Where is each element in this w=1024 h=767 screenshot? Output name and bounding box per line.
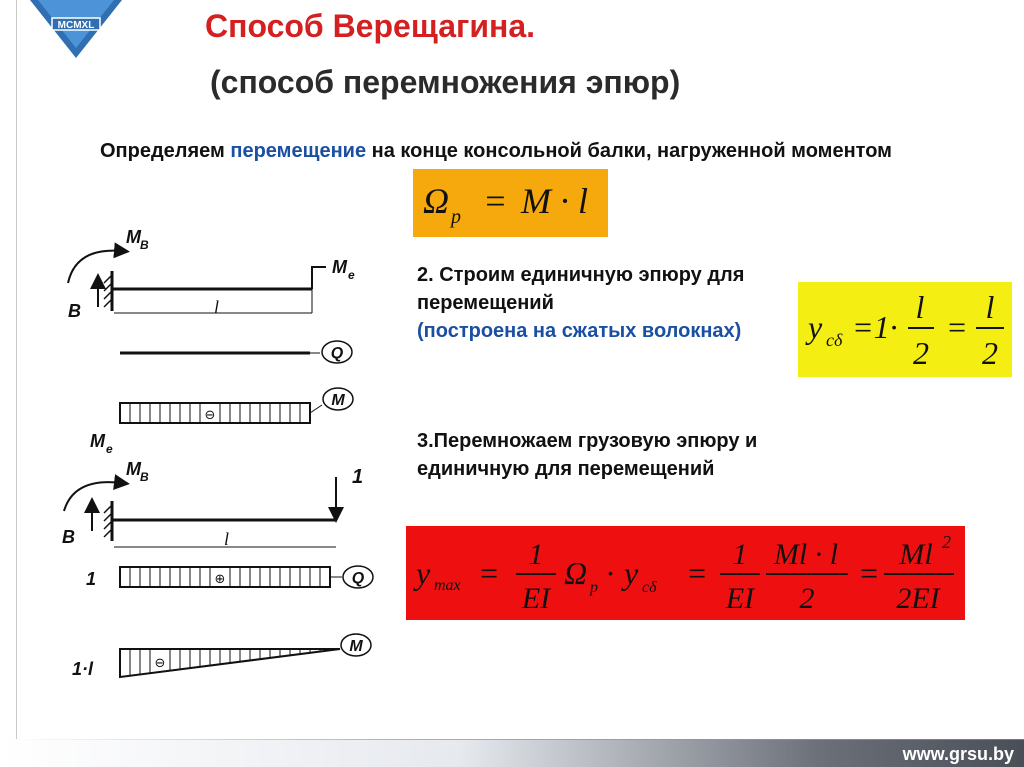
f1-omega: Ω	[423, 181, 450, 221]
f3-csub: cδ	[642, 579, 657, 596]
f2-two-den2: 2	[982, 335, 998, 371]
f3-EI-b: EI	[725, 582, 755, 615]
f2-eq: =	[946, 309, 968, 345]
label-q-bottom: Q	[351, 570, 365, 587]
intro-text	[100, 137, 1000, 165]
f3-Ml: Ml	[899, 538, 933, 571]
f3-one-a: 1	[528, 538, 544, 571]
label-l-top: l	[214, 297, 220, 317]
label-me-top: M	[332, 257, 347, 277]
f3-eq2: =	[686, 555, 708, 591]
label-mb-bottom-sub: B	[140, 470, 149, 484]
f2-y: y	[808, 309, 823, 345]
label-b-bottom: B	[62, 527, 75, 547]
f3-sq: 2	[942, 532, 951, 552]
label-unit-force: 1	[352, 466, 364, 488]
intro-after: на конце консольной балки, нагруженной моментом	[366, 140, 892, 162]
formula-ycd-box	[798, 282, 1012, 377]
f3-eq1: =	[478, 555, 500, 591]
label-l-bottom: l	[224, 529, 230, 549]
label-me-value-sub: e	[106, 442, 113, 456]
moment-arrow-icon	[68, 251, 122, 283]
f2-two-den: 2	[913, 335, 929, 371]
label-one-q: 1	[86, 569, 97, 589]
left-rule	[16, 0, 17, 740]
f3-y: y	[416, 555, 431, 591]
f3-EI-a: EI	[521, 582, 551, 615]
f3-eq3: =	[858, 555, 880, 591]
step-3: 3.Перемножаем грузовую эпюру и единичную для перемещений	[417, 430, 758, 480]
formula-ymax-box	[406, 526, 965, 620]
scheme-moment-load	[68, 227, 355, 456]
label-mb-top: M	[126, 227, 141, 247]
label-q-top: Q	[330, 345, 344, 362]
f3-twoEI: 2EI	[896, 582, 940, 615]
f3-sub: max	[434, 577, 461, 594]
footer-site-link[interactable]: www.grsu.by	[902, 744, 1014, 764]
step2-note: (построена на сжатых волокнах)	[417, 320, 742, 342]
m-minus-sign-2: ⊖	[154, 656, 166, 671]
f1-eq: =	[483, 181, 508, 221]
step-2	[417, 261, 797, 345]
f3-Mll: Ml · l	[773, 538, 839, 571]
university-logo	[28, 0, 124, 60]
f1-rhs: M · l	[521, 181, 588, 221]
m-minus-sign: ⊖	[204, 408, 216, 423]
footer-band	[0, 740, 1024, 767]
f3-psub: p	[590, 579, 598, 596]
intro-before: Определяем	[100, 140, 231, 162]
label-mb-top-sub: B	[140, 238, 149, 252]
step2-text: 2. Строим единичную эпюру для перемещений	[417, 264, 745, 314]
f1-sub: p	[451, 206, 461, 228]
label-me-top-sub: e	[348, 268, 355, 282]
f2-one: =1·	[852, 309, 898, 345]
page-title: Способ Верещагина.	[205, 8, 536, 44]
q-plus-sign: ⊕	[214, 572, 226, 587]
f2-l-num: l	[915, 289, 925, 325]
label-m-top: M	[331, 392, 345, 409]
f2-sub: cδ	[826, 330, 843, 350]
f3-ycd: y	[624, 555, 639, 591]
f3-dot: ·	[606, 555, 614, 591]
label-one-l: 1·l	[72, 659, 94, 679]
label-me-value: M	[90, 431, 105, 451]
formula-omega-box	[413, 169, 608, 237]
label-mb-bottom: M	[126, 459, 141, 479]
label-m-bottom: M	[349, 638, 363, 655]
f2-l-num2: l	[985, 289, 995, 325]
scheme-unit-force	[62, 459, 373, 679]
intro-highlight: перемещение	[230, 140, 367, 162]
f3-two: 2	[799, 582, 815, 615]
beam-diagrams	[40, 225, 400, 705]
f3-omega: Ω	[564, 555, 588, 591]
logo-text: MCMXL	[57, 20, 95, 31]
label-b-top: B	[68, 301, 81, 321]
f3-one-b: 1	[732, 538, 748, 571]
page-subtitle: (способ перемножения эпюр)	[210, 64, 681, 100]
